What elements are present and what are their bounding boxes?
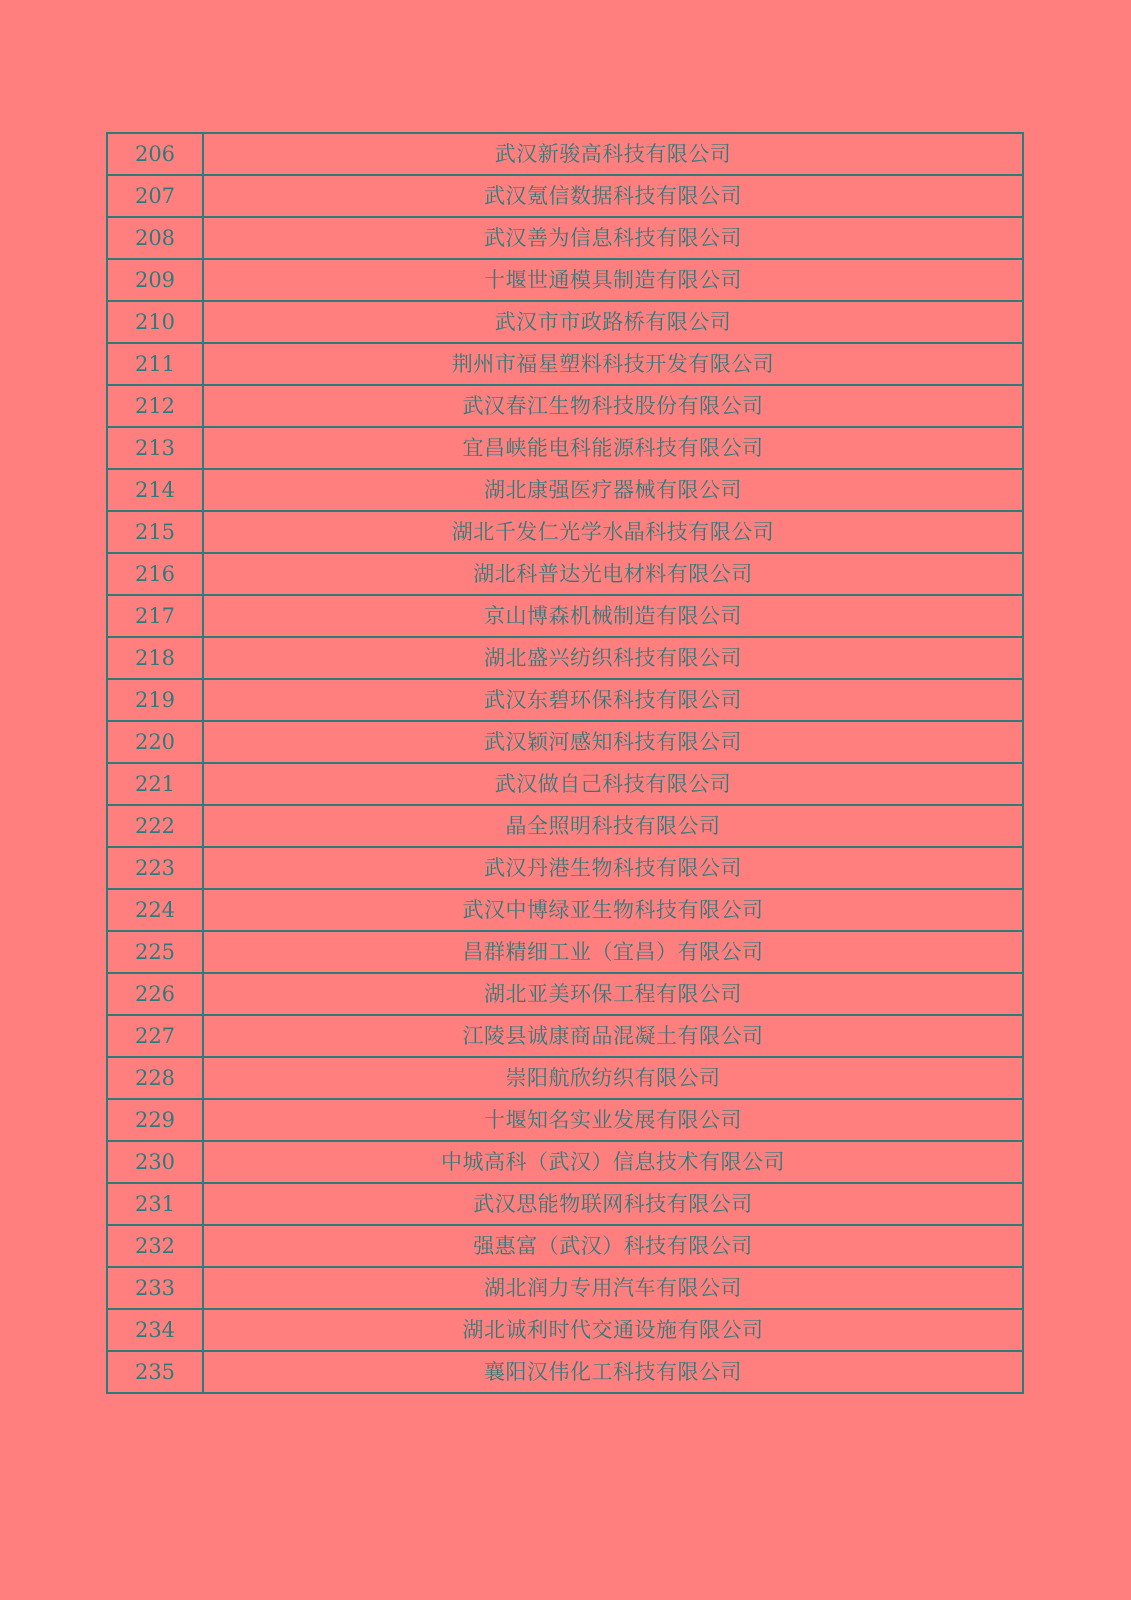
row-number: 217: [107, 595, 203, 637]
table-row: [107, 847, 1023, 889]
company-name: 江陵县诚康商品混凝土有限公司: [203, 1015, 1023, 1057]
table-row: [107, 931, 1023, 973]
company-name: 宜昌峡能电科能源科技有限公司: [203, 427, 1023, 469]
company-name: 晶全照明科技有限公司: [203, 805, 1023, 847]
company-name: 湖北科普达光电材料有限公司: [203, 553, 1023, 595]
row-number: 228: [107, 1057, 203, 1099]
row-number: 231: [107, 1183, 203, 1225]
table-row: [107, 1099, 1023, 1141]
table-row: [107, 973, 1023, 1015]
row-number: 224: [107, 889, 203, 931]
table-row: [107, 427, 1023, 469]
company-name: 武汉春江生物科技股份有限公司: [203, 385, 1023, 427]
company-name: 湖北润力专用汽车有限公司: [203, 1267, 1023, 1309]
company-name: 武汉氪信数据科技有限公司: [203, 175, 1023, 217]
company-list-table: [106, 132, 1024, 1394]
row-number: 207: [107, 175, 203, 217]
table-row: [107, 343, 1023, 385]
company-name: 武汉做自己科技有限公司: [203, 763, 1023, 805]
company-name: 武汉东碧环保科技有限公司: [203, 679, 1023, 721]
company-name: 武汉市市政路桥有限公司: [203, 301, 1023, 343]
company-list-body: [107, 133, 1023, 1393]
row-number: 234: [107, 1309, 203, 1351]
table-row: [107, 469, 1023, 511]
table-row: [107, 1057, 1023, 1099]
company-name: 武汉善为信息科技有限公司: [203, 217, 1023, 259]
row-number: 226: [107, 973, 203, 1015]
company-name: 荆州市福星塑料科技开发有限公司: [203, 343, 1023, 385]
row-number: 214: [107, 469, 203, 511]
table-row: [107, 175, 1023, 217]
company-name: 中城高科（武汉）信息技术有限公司: [203, 1141, 1023, 1183]
table-row: [107, 805, 1023, 847]
company-name: 武汉新骏高科技有限公司: [203, 133, 1023, 175]
row-number: 232: [107, 1225, 203, 1267]
company-name: 武汉中博绿亚生物科技有限公司: [203, 889, 1023, 931]
row-number: 220: [107, 721, 203, 763]
table-row: [107, 301, 1023, 343]
row-number: 230: [107, 1141, 203, 1183]
row-number: 222: [107, 805, 203, 847]
table-row: [107, 511, 1023, 553]
table-row: [107, 1141, 1023, 1183]
company-name: 崇阳航欣纺织有限公司: [203, 1057, 1023, 1099]
row-number: 209: [107, 259, 203, 301]
row-number: 221: [107, 763, 203, 805]
row-number: 233: [107, 1267, 203, 1309]
row-number: 219: [107, 679, 203, 721]
row-number: 235: [107, 1351, 203, 1393]
row-number: 215: [107, 511, 203, 553]
company-name: 武汉丹港生物科技有限公司: [203, 847, 1023, 889]
company-name: 武汉颖河感知科技有限公司: [203, 721, 1023, 763]
company-name: 十堰世通模具制造有限公司: [203, 259, 1023, 301]
row-number: 212: [107, 385, 203, 427]
company-name: 京山博森机械制造有限公司: [203, 595, 1023, 637]
table-row: [107, 679, 1023, 721]
table-row: [107, 217, 1023, 259]
table-row: [107, 1015, 1023, 1057]
row-number: 225: [107, 931, 203, 973]
company-name: 十堰知名实业发展有限公司: [203, 1099, 1023, 1141]
row-number: 213: [107, 427, 203, 469]
table-row: [107, 1225, 1023, 1267]
company-name: 襄阳汉伟化工科技有限公司: [203, 1351, 1023, 1393]
company-name: 湖北诚利时代交通设施有限公司: [203, 1309, 1023, 1351]
row-number: 218: [107, 637, 203, 679]
table-row: [107, 1183, 1023, 1225]
company-name: 湖北亚美环保工程有限公司: [203, 973, 1023, 1015]
table-row: [107, 1351, 1023, 1393]
table-row: [107, 1309, 1023, 1351]
table-row: [107, 1267, 1023, 1309]
company-name: 武汉思能物联网科技有限公司: [203, 1183, 1023, 1225]
row-number: 208: [107, 217, 203, 259]
row-number: 216: [107, 553, 203, 595]
table-row: [107, 553, 1023, 595]
row-number: 211: [107, 343, 203, 385]
table-row: [107, 133, 1023, 175]
company-name: 昌群精细工业（宜昌）有限公司: [203, 931, 1023, 973]
table-row: [107, 595, 1023, 637]
company-name: 湖北千发仁光学水晶科技有限公司: [203, 511, 1023, 553]
company-name: 湖北康强医疗器械有限公司: [203, 469, 1023, 511]
row-number: 227: [107, 1015, 203, 1057]
company-name: 湖北盛兴纺织科技有限公司: [203, 637, 1023, 679]
company-name: 强惠富（武汉）科技有限公司: [203, 1225, 1023, 1267]
table-row: [107, 763, 1023, 805]
table-row: [107, 637, 1023, 679]
table-row: [107, 259, 1023, 301]
row-number: 210: [107, 301, 203, 343]
table-row: [107, 385, 1023, 427]
row-number: 206: [107, 133, 203, 175]
table-row: [107, 721, 1023, 763]
row-number: 223: [107, 847, 203, 889]
row-number: 229: [107, 1099, 203, 1141]
table-row: [107, 889, 1023, 931]
